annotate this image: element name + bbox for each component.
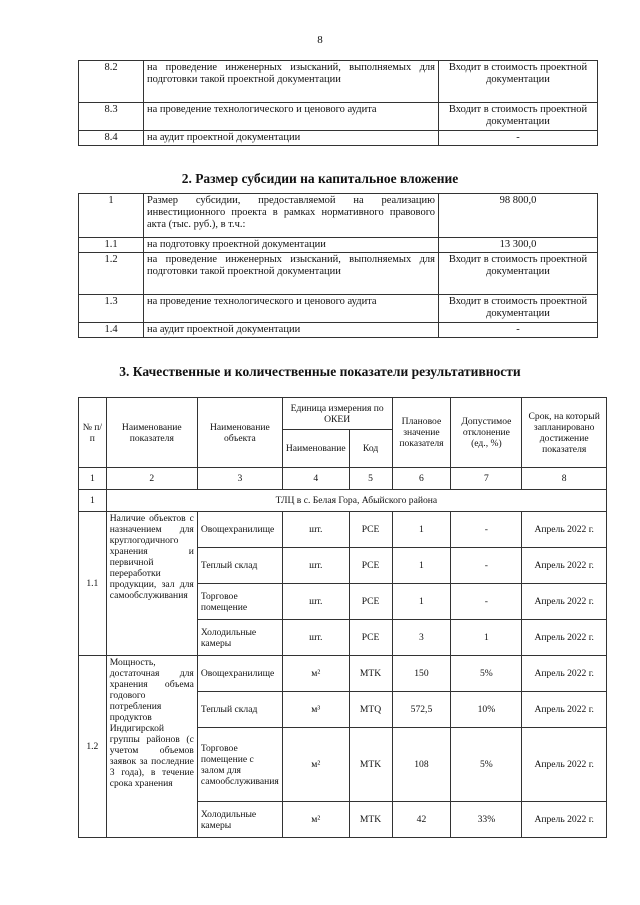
column-number-row bbox=[79, 468, 607, 490]
row-value: Входит в стоимость проектной документации bbox=[439, 61, 598, 103]
deviation-value: 1 bbox=[451, 620, 522, 656]
deadline-value: Апрель 2022 г. bbox=[522, 692, 607, 728]
row-value: Входит в стоимость проектной документации bbox=[439, 253, 598, 295]
row-number: 1.1 bbox=[79, 238, 144, 253]
indicator-number: 1.2 bbox=[79, 656, 107, 838]
row-description: Размер субсидии, предоставляемой на реализацию инвестиционного проекта в рамках нормативного правового акта (тыс. руб.), в т.ч.: bbox=[144, 194, 439, 238]
header-row bbox=[79, 398, 607, 430]
row-number: 8.3 bbox=[79, 103, 144, 131]
row-description: на проведение технологического и ценового аудита bbox=[144, 295, 439, 323]
object-name: Теплый склад bbox=[197, 548, 282, 584]
header-deviation: Допустимое отклонение (ед., %) bbox=[451, 398, 522, 468]
table-row bbox=[79, 295, 598, 323]
table-row bbox=[79, 103, 598, 131]
object-name: Холодильные камеры bbox=[197, 802, 282, 838]
table-row bbox=[79, 323, 598, 338]
deviation-value: 5% bbox=[451, 728, 522, 802]
planned-value: 572,5 bbox=[392, 692, 451, 728]
group-row bbox=[79, 490, 607, 512]
deadline-value: Апрель 2022 г. bbox=[522, 802, 607, 838]
group-title: ТЛЦ в с. Белая Гора, Абыйского района bbox=[106, 490, 606, 512]
table-subsidy bbox=[78, 193, 598, 338]
indicator-name: Мощность, достаточная для хранения объема годового потребления продуктов Индигирской группы районов (с учетом объемов заявок за последние 3 года), в течение срока хранения bbox=[106, 656, 197, 838]
row-number: 8.4 bbox=[79, 131, 144, 146]
deadline-value: Апрель 2022 г. bbox=[522, 620, 607, 656]
unit-name: шт. bbox=[282, 548, 349, 584]
col-number: 2 bbox=[106, 468, 197, 490]
section-3-title: 3. Качественные и количественные показатели результативности bbox=[119, 364, 521, 379]
unit-code: MTK bbox=[349, 728, 392, 802]
planned-value: 108 bbox=[392, 728, 451, 802]
group-number: 1 bbox=[79, 490, 107, 512]
deviation-value: - bbox=[451, 584, 522, 620]
row-value: Входит в стоимость проектной документации bbox=[439, 103, 598, 131]
row-number: 1.4 bbox=[79, 323, 144, 338]
table-row bbox=[79, 253, 598, 295]
table-row bbox=[79, 131, 598, 146]
row-number: 1.3 bbox=[79, 295, 144, 323]
col-number: 4 bbox=[282, 468, 349, 490]
object-name: Овощехранилище bbox=[197, 656, 282, 692]
unit-code: MTK bbox=[349, 802, 392, 838]
deviation-value: 5% bbox=[451, 656, 522, 692]
unit-code: PCE bbox=[349, 584, 392, 620]
deadline-value: Апрель 2022 г. bbox=[522, 728, 607, 802]
table-project-costs bbox=[78, 60, 598, 146]
unit-name: м² bbox=[282, 802, 349, 838]
section-2-title: 2. Размер субсидии на капитальное вложение bbox=[181, 171, 459, 186]
unit-name: м² bbox=[282, 728, 349, 802]
unit-code: PCE bbox=[349, 512, 392, 548]
object-name: Торговое помещение с залом для самообслуживания bbox=[197, 728, 282, 802]
row-value: Входит в стоимость проектной документации bbox=[439, 295, 598, 323]
deviation-value: 10% bbox=[451, 692, 522, 728]
planned-value: 150 bbox=[392, 656, 451, 692]
header-planned: Плановое значение показателя bbox=[392, 398, 451, 468]
row-description: на проведение технологического и ценового аудита bbox=[144, 103, 439, 131]
deviation-value: - bbox=[451, 548, 522, 584]
col-number: 3 bbox=[197, 468, 282, 490]
row-description: на подготовку проектной документации bbox=[144, 238, 439, 253]
planned-value: 1 bbox=[392, 548, 451, 584]
deadline-value: Апрель 2022 г. bbox=[522, 512, 607, 548]
row-number: 8.2 bbox=[79, 61, 144, 103]
unit-code: MTQ bbox=[349, 692, 392, 728]
row-number: 1.2 bbox=[79, 253, 144, 295]
indicator-name: Наличие объектов с назначением для круглогодичного хранения и первичной переработки продукции, зал для самообслуживания bbox=[106, 512, 197, 656]
planned-value: 1 bbox=[392, 584, 451, 620]
deadline-value: Апрель 2022 г. bbox=[522, 548, 607, 584]
table-row bbox=[79, 194, 598, 238]
object-name: Холодильные камеры bbox=[197, 620, 282, 656]
col-number: 7 bbox=[451, 468, 522, 490]
col-number: 6 bbox=[392, 468, 451, 490]
unit-code: PCE bbox=[349, 620, 392, 656]
deviation-value: - bbox=[451, 512, 522, 548]
unit-name: м² bbox=[282, 656, 349, 692]
planned-value: 42 bbox=[392, 802, 451, 838]
row-value: - bbox=[439, 131, 598, 146]
planned-value: 1 bbox=[392, 512, 451, 548]
row-number: 1 bbox=[79, 194, 144, 238]
object-name: Теплый склад bbox=[197, 692, 282, 728]
unit-name: шт. bbox=[282, 620, 349, 656]
row-description: на проведение инженерных изысканий, выполняемых для подготовки такой проектной документации bbox=[144, 61, 439, 103]
header-object: Наименование объекта bbox=[197, 398, 282, 468]
deadline-value: Апрель 2022 г. bbox=[522, 584, 607, 620]
object-name: Овощехранилище bbox=[197, 512, 282, 548]
object-name: Торговое помещение bbox=[197, 584, 282, 620]
unit-name: шт. bbox=[282, 512, 349, 548]
col-number: 5 bbox=[349, 468, 392, 490]
deadline-value: Апрель 2022 г. bbox=[522, 656, 607, 692]
header-unit-group: Единица измерения по ОКЕИ bbox=[282, 398, 392, 430]
row-description: на аудит проектной документации bbox=[144, 131, 439, 146]
header-deadline: Срок, на который запланировано достижение показателя bbox=[522, 398, 607, 468]
table-row bbox=[79, 512, 607, 548]
deviation-value: 33% bbox=[451, 802, 522, 838]
col-number: 1 bbox=[79, 468, 107, 490]
row-value: - bbox=[439, 323, 598, 338]
unit-code: PCE bbox=[349, 548, 392, 584]
unit-name: м³ bbox=[282, 692, 349, 728]
header-num: № п/п bbox=[79, 398, 107, 468]
page-number: 8 bbox=[317, 34, 323, 46]
row-description: на аудит проектной документации bbox=[144, 323, 439, 338]
header-unit-name: Наименование bbox=[282, 430, 349, 468]
unit-name: шт. bbox=[282, 584, 349, 620]
table-row bbox=[79, 238, 598, 253]
col-number: 8 bbox=[522, 468, 607, 490]
header-indicator: Наименование показателя bbox=[106, 398, 197, 468]
row-value: 98 800,0 bbox=[439, 194, 598, 238]
row-value: 13 300,0 bbox=[439, 238, 598, 253]
table-row bbox=[79, 656, 607, 692]
unit-code: MTK bbox=[349, 656, 392, 692]
row-description: на проведение инженерных изысканий, выполняемых для подготовки такой проектной документации bbox=[144, 253, 439, 295]
table-indicators bbox=[78, 397, 607, 838]
header-unit-code: Код bbox=[349, 430, 392, 468]
indicator-number: 1.1 bbox=[79, 512, 107, 656]
table-row bbox=[79, 61, 598, 103]
planned-value: 3 bbox=[392, 620, 451, 656]
